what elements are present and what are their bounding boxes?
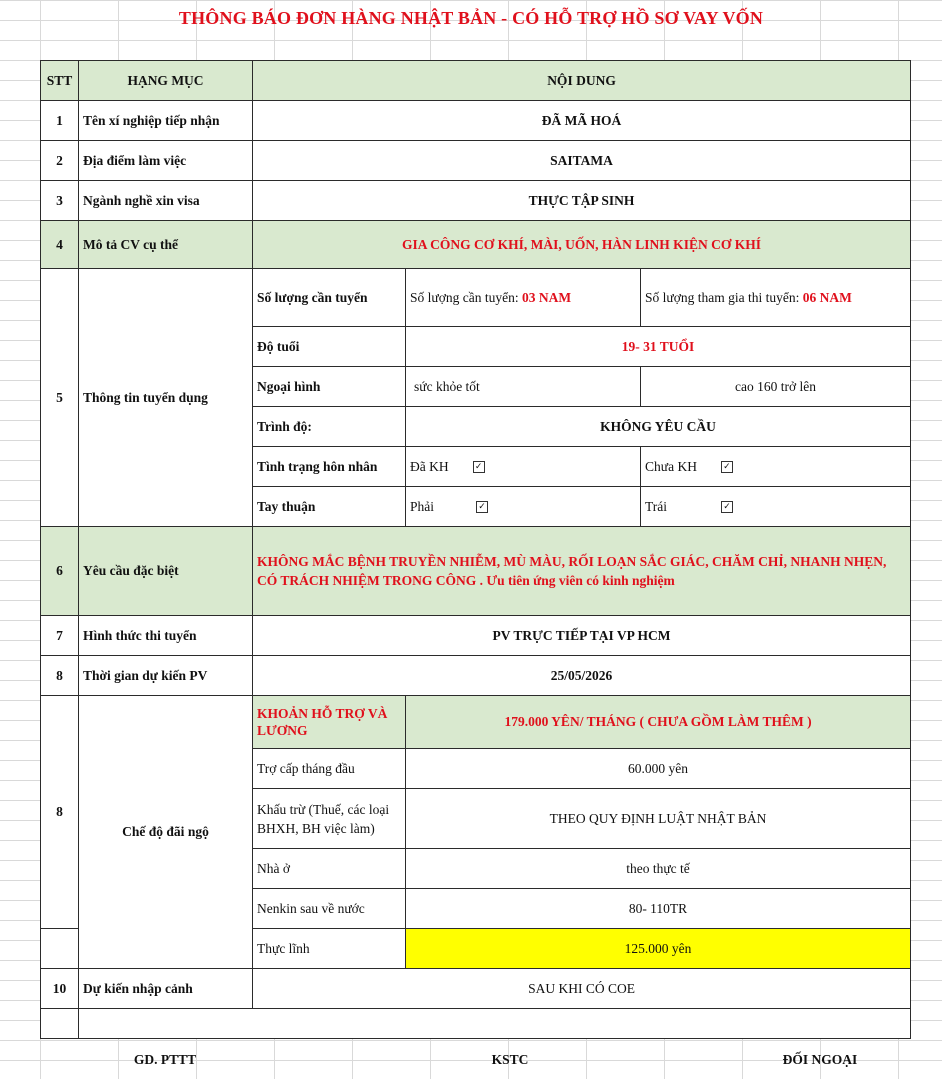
tay-a [406,487,641,527]
checkbox-icon[interactable]: ✓ [476,501,488,513]
table-row [41,221,911,269]
row-label: Dự kiến nhập cảnh [79,969,253,1009]
row-value: GIA CÔNG CƠ KHÍ, MÀI, UỐN, HÀN LINH KIỆN CƠ KHÍ [253,221,911,269]
row-label: Hình thức thi tuyển [79,616,253,656]
table-row [41,969,911,1009]
empty-cell [41,929,79,969]
sub-label: Thực lĩnh [253,929,406,969]
sub-label: Tình trạng hôn nhân [253,447,406,487]
signature-footer [40,1040,910,1079]
row-label: Mô tả CV cụ thể [79,221,253,269]
row-stt: 4 [41,221,79,269]
header-stt: STT [41,61,79,101]
row-value [253,527,911,616]
table-row [41,1009,911,1039]
khau-tru-value: THEO QUY ĐỊNH LUẬT NHẬT BẢN [406,789,911,849]
table-row [41,269,911,327]
row-stt: 5 [41,269,79,527]
row-value: PV TRỰC TIẾP TẠI VP HCM [253,616,911,656]
sub-label: Trình độ: [253,407,406,447]
so-luong-tham-gia [641,269,911,327]
row-stt: 1 [41,101,79,141]
option-label: Đã KH [410,458,449,474]
row-value: 25/05/2026 [253,656,911,696]
sub-label: Nenkin sau về nước [253,889,406,929]
sub-label: Độ tuổi [253,327,406,367]
row-value: THỰC TẬP SINH [253,181,911,221]
row-label: Thời gian dự kiến PV [79,656,253,696]
table-row [41,181,911,221]
empty-cell [41,1009,79,1039]
sub-label: Nhà ở [253,849,406,889]
row-label: Chế độ đãi ngộ [79,696,253,969]
special-requirements: KHÔNG MẮC BỆNH TRUYỀN NHIỄM, MÙ MÀU, RỐI LOẠN SẮC GIÁC, CHĂM CHỈ, NHANH NHẸN, CÓ TRÁCH NHIỆM TRONG CÔNG . [257,554,887,588]
sub-label: Số lượng cần tuyển [253,269,406,327]
checkbox-icon[interactable]: ✓ [721,461,733,473]
ngoai-hinh-a: sức khỏe tốt [406,367,641,407]
table-row [41,656,911,696]
row-stt: 3 [41,181,79,221]
so-luong-value: 03 NAM [521,289,572,305]
tro-cap-value: 60.000 yên [406,749,911,789]
row-label: Thông tin tuyển dụng [79,269,253,527]
table-row [41,616,911,656]
row-stt: 7 [41,616,79,656]
checkbox-icon[interactable]: ✓ [721,501,733,513]
hon-nhan-b [641,447,911,487]
row-stt: 8 [41,656,79,696]
option-label: Chưa KH [645,458,697,474]
empty-cell [79,1009,911,1039]
nenkin-value: 80- 110TR [406,889,911,929]
row-value: SAU KHI CÓ COE [253,969,911,1009]
row-stt: 2 [41,141,79,181]
signature-doi-ngoai: ĐỐI NGOẠI [782,1051,858,1067]
so-luong-can-tuyen [406,269,641,327]
row-label: Yêu cầu đặc biệt [79,527,253,616]
table-row [41,141,911,181]
ngoai-hinh-b: cao 160 trở lên [641,367,911,407]
thuc-linh-value: 125.000 yên [406,929,911,969]
table-row [41,101,911,141]
special-priority: Ưu tiên ứng viên có kinh nghiệm [486,573,675,588]
row-stt: 6 [41,527,79,616]
page-title: THÔNG BÁO ĐƠN HÀNG NHẬT BẢN - CÓ HỖ TRỢ HỒ SƠ VAY VỐN [178,8,764,28]
tham-gia-value: 06 NAM [802,289,852,305]
header-noi-dung: NỘI DUNG [253,61,911,101]
do-tuoi-value: 19- 31 TUỔI [406,327,911,367]
header-hang-muc: HẠNG MỤC [79,61,253,101]
so-luong-text: Số lượng cần tuyển: [410,289,522,305]
trinh-do-value: KHÔNG YÊU CẦU [406,407,911,447]
table-row [41,696,911,749]
order-table [40,60,911,1039]
salary-value: 179.000 YÊN/ THÁNG ( CHƯA GỒM LÀM THÊM ) [406,696,911,749]
row-stt: 8 [41,696,79,929]
sub-label: Khấu trừ (Thuế, các loại BHXH, BH việc làm) [253,789,406,849]
hon-nhan-a [406,447,641,487]
row-label: Tên xí nghiệp tiếp nhận [79,101,253,141]
table-header [41,61,911,101]
salary-label: KHOẢN HỖ TRỢ VÀ LƯƠNG [253,696,406,749]
sub-label: Ngoại hình [253,367,406,407]
tham-gia-text: Số lượng tham gia thi tuyển: [645,289,803,305]
sub-label: Tay thuận [253,487,406,527]
table-row [41,527,911,616]
row-value: ĐÃ MÃ HOÁ [253,101,911,141]
row-label: Ngành nghề xin visa [79,181,253,221]
option-label: Phải [410,498,435,514]
signature-gd-pttt: GD. PTTT [133,1051,197,1067]
sub-label: Trợ cấp tháng đầu [253,749,406,789]
nha-o-value: theo thực tế [406,849,911,889]
row-label: Địa điểm làm việc [79,141,253,181]
tay-b [641,487,911,527]
signature-kstc: KSTC [491,1051,529,1067]
checkbox-icon[interactable]: ✓ [473,461,485,473]
option-label: Trái [645,498,668,514]
row-stt: 10 [41,969,79,1009]
row-value: SAITAMA [253,141,911,181]
